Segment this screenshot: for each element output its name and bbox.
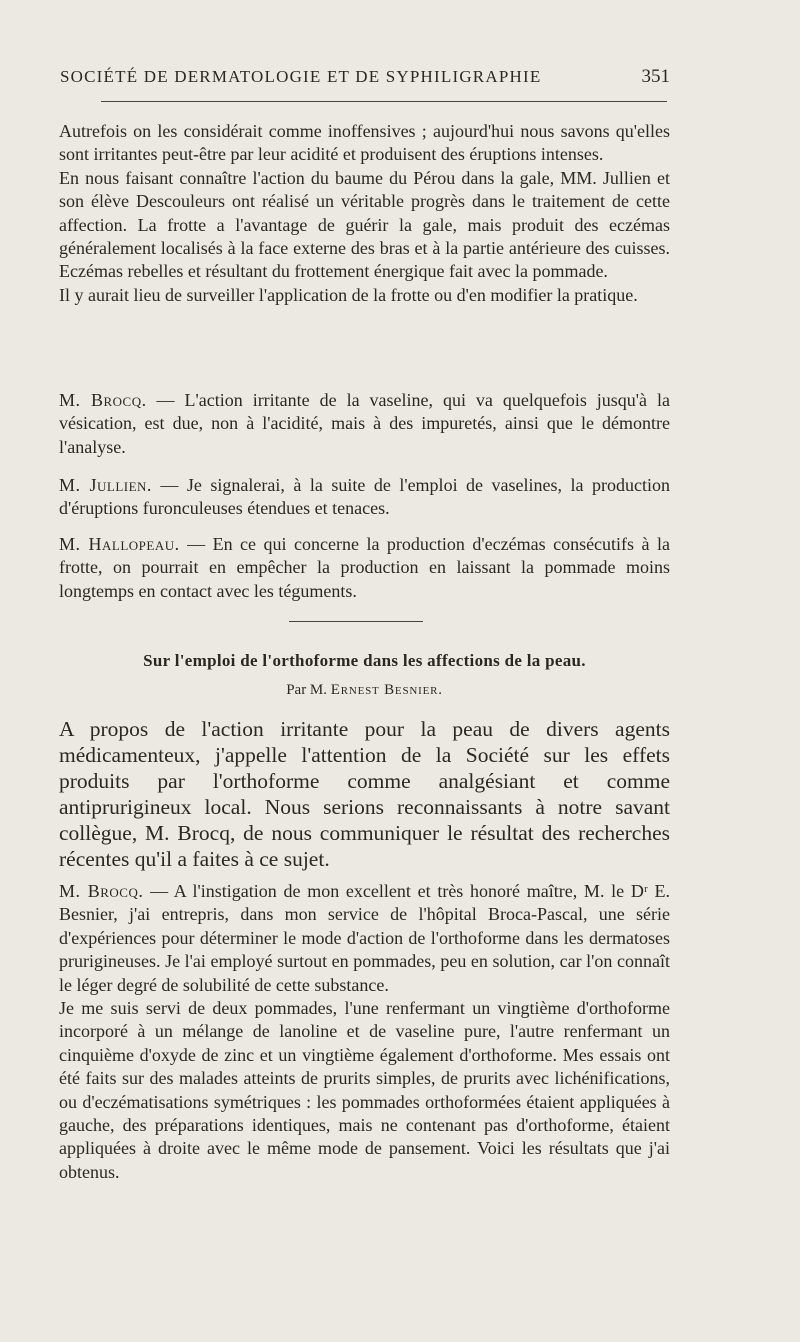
speaker-hallopeau: M. Hallopeau. xyxy=(59,534,180,554)
discussion-jullien xyxy=(59,474,670,521)
section-intro xyxy=(59,120,670,307)
running-header xyxy=(60,66,670,88)
paragraph-pommades: Je me suis servi de deux pommades, l'une renfermant un vingtième d'orthoforme incorporé à un mélange de lanoline et de vaseline pure, l'autre renfermant un cinquième d'oxyde de zinc et un vingtième également d'orthoforme. Mes essais ont été faits sur des malades atteints de prurits simples, de prurits avec lichénifications, ou d'eczématisations symétriques : les pommades orthoformées étaient appliquées à gauche, des préparations identiques, mais ne contenant pas d'orthoforme, étaient appliquées à droite avec le même mode de pansement. Voici les résultats que j'ai obtenus. xyxy=(59,998,670,1182)
header-rule xyxy=(101,101,667,102)
discussion-brocq-2 xyxy=(59,880,670,1184)
article-intro xyxy=(59,716,670,872)
paragraph-jullien xyxy=(59,474,670,521)
statement-brocq-2: — A l'instigation de mon excellent et très honoré maître, M. le Dʳ E. Besnier, j'ai entrepris, dans mon service de l'hôpital Broca-Pascal, une série d'expériences pour déterminer le mode d'action de l'orthoforme dans les dermatoses prurigineuses. Je l'ai employé surtout en pommades, peu en solution, car l'on connaît le léger degré de solubilité de cette substance. xyxy=(59,881,670,995)
discussion-hallopeau xyxy=(59,533,670,603)
byline-prefix: Par M. xyxy=(286,682,331,698)
article-title: Sur l'emploi de l'orthoforme dans les affections de la peau. xyxy=(143,651,586,670)
author-name: Ernest Besnier. xyxy=(330,682,443,698)
paragraph-frotte: Il y aurait lieu de surveiller l'application de la frotte ou d'en modifier la pratique. xyxy=(59,284,638,305)
paragraph-autrefois: Autrefois on les considérait comme inoffensives ; aujourd'hui nous savons qu'elles sont irritantes peut-être par leur acidité et produisent des éruptions intenses. xyxy=(59,121,670,165)
paragraph-hallopeau xyxy=(59,533,670,603)
speaker-brocq-2: M. Brocq. xyxy=(59,881,144,901)
section-separator xyxy=(289,621,423,622)
statement-brocq: — L'action irritante de la vaseline, qui va quelquefois jusqu'à la vésication, est due, non à l'acidité, mais à des impuretés, ainsi que le démontre l'analyse. xyxy=(59,390,670,457)
speaker-brocq: M. Brocq. xyxy=(59,390,147,410)
article-byline xyxy=(59,682,670,699)
speaker-jullien: M. Jullien. xyxy=(59,475,152,495)
discussion-brocq-1 xyxy=(59,389,670,459)
statement-jullien: — Je signalerai, à la suite de l'emploi de vaselines, la production d'éruptions furonculeuses étendues et tenaces. xyxy=(59,475,670,519)
paragraph-baume-perou: En nous faisant connaître l'action du baume du Pérou dans la gale, MM. Jullien et son élève Descouleurs ont réalisé un véritable progrès dans le traitement de cette affection. La frotte a l'avantage de guérir la gale, mais produit des eczémas généralement localisés à la face externe des bras et à la partie antérieure des cuisses. Eczémas rebelles et résultant du frottement énergique fait avec la pommade. xyxy=(59,167,670,282)
paragraph-brocq-2 xyxy=(59,880,670,997)
statement-hallopeau: — En ce qui concerne la production d'eczémas consécutifs à la frotte, on pourrait en empêcher la production en laissant la pommade moins longtemps en contact avec les téguments. xyxy=(59,534,671,601)
paragraph-brocq-1 xyxy=(59,389,670,459)
running-title: SOCIÉTÉ DE DERMATOLOGIE ET DE SYPHILIGRAPHIE xyxy=(60,67,542,86)
page-number: 351 xyxy=(641,66,670,87)
paragraph-orthoforme-intro: A propos de l'action irritante pour la peau de divers agents médicamenteux, j'appelle l'attention de la Société sur les effets produits par l'orthoforme comme analgésiant et comme antiprurigineux local. Nous serions reconnaissants à notre savant collègue, M. Brocq, de nous communiquer le résultat des recherches récentes qu'il a faites à ce sujet. xyxy=(59,717,670,871)
